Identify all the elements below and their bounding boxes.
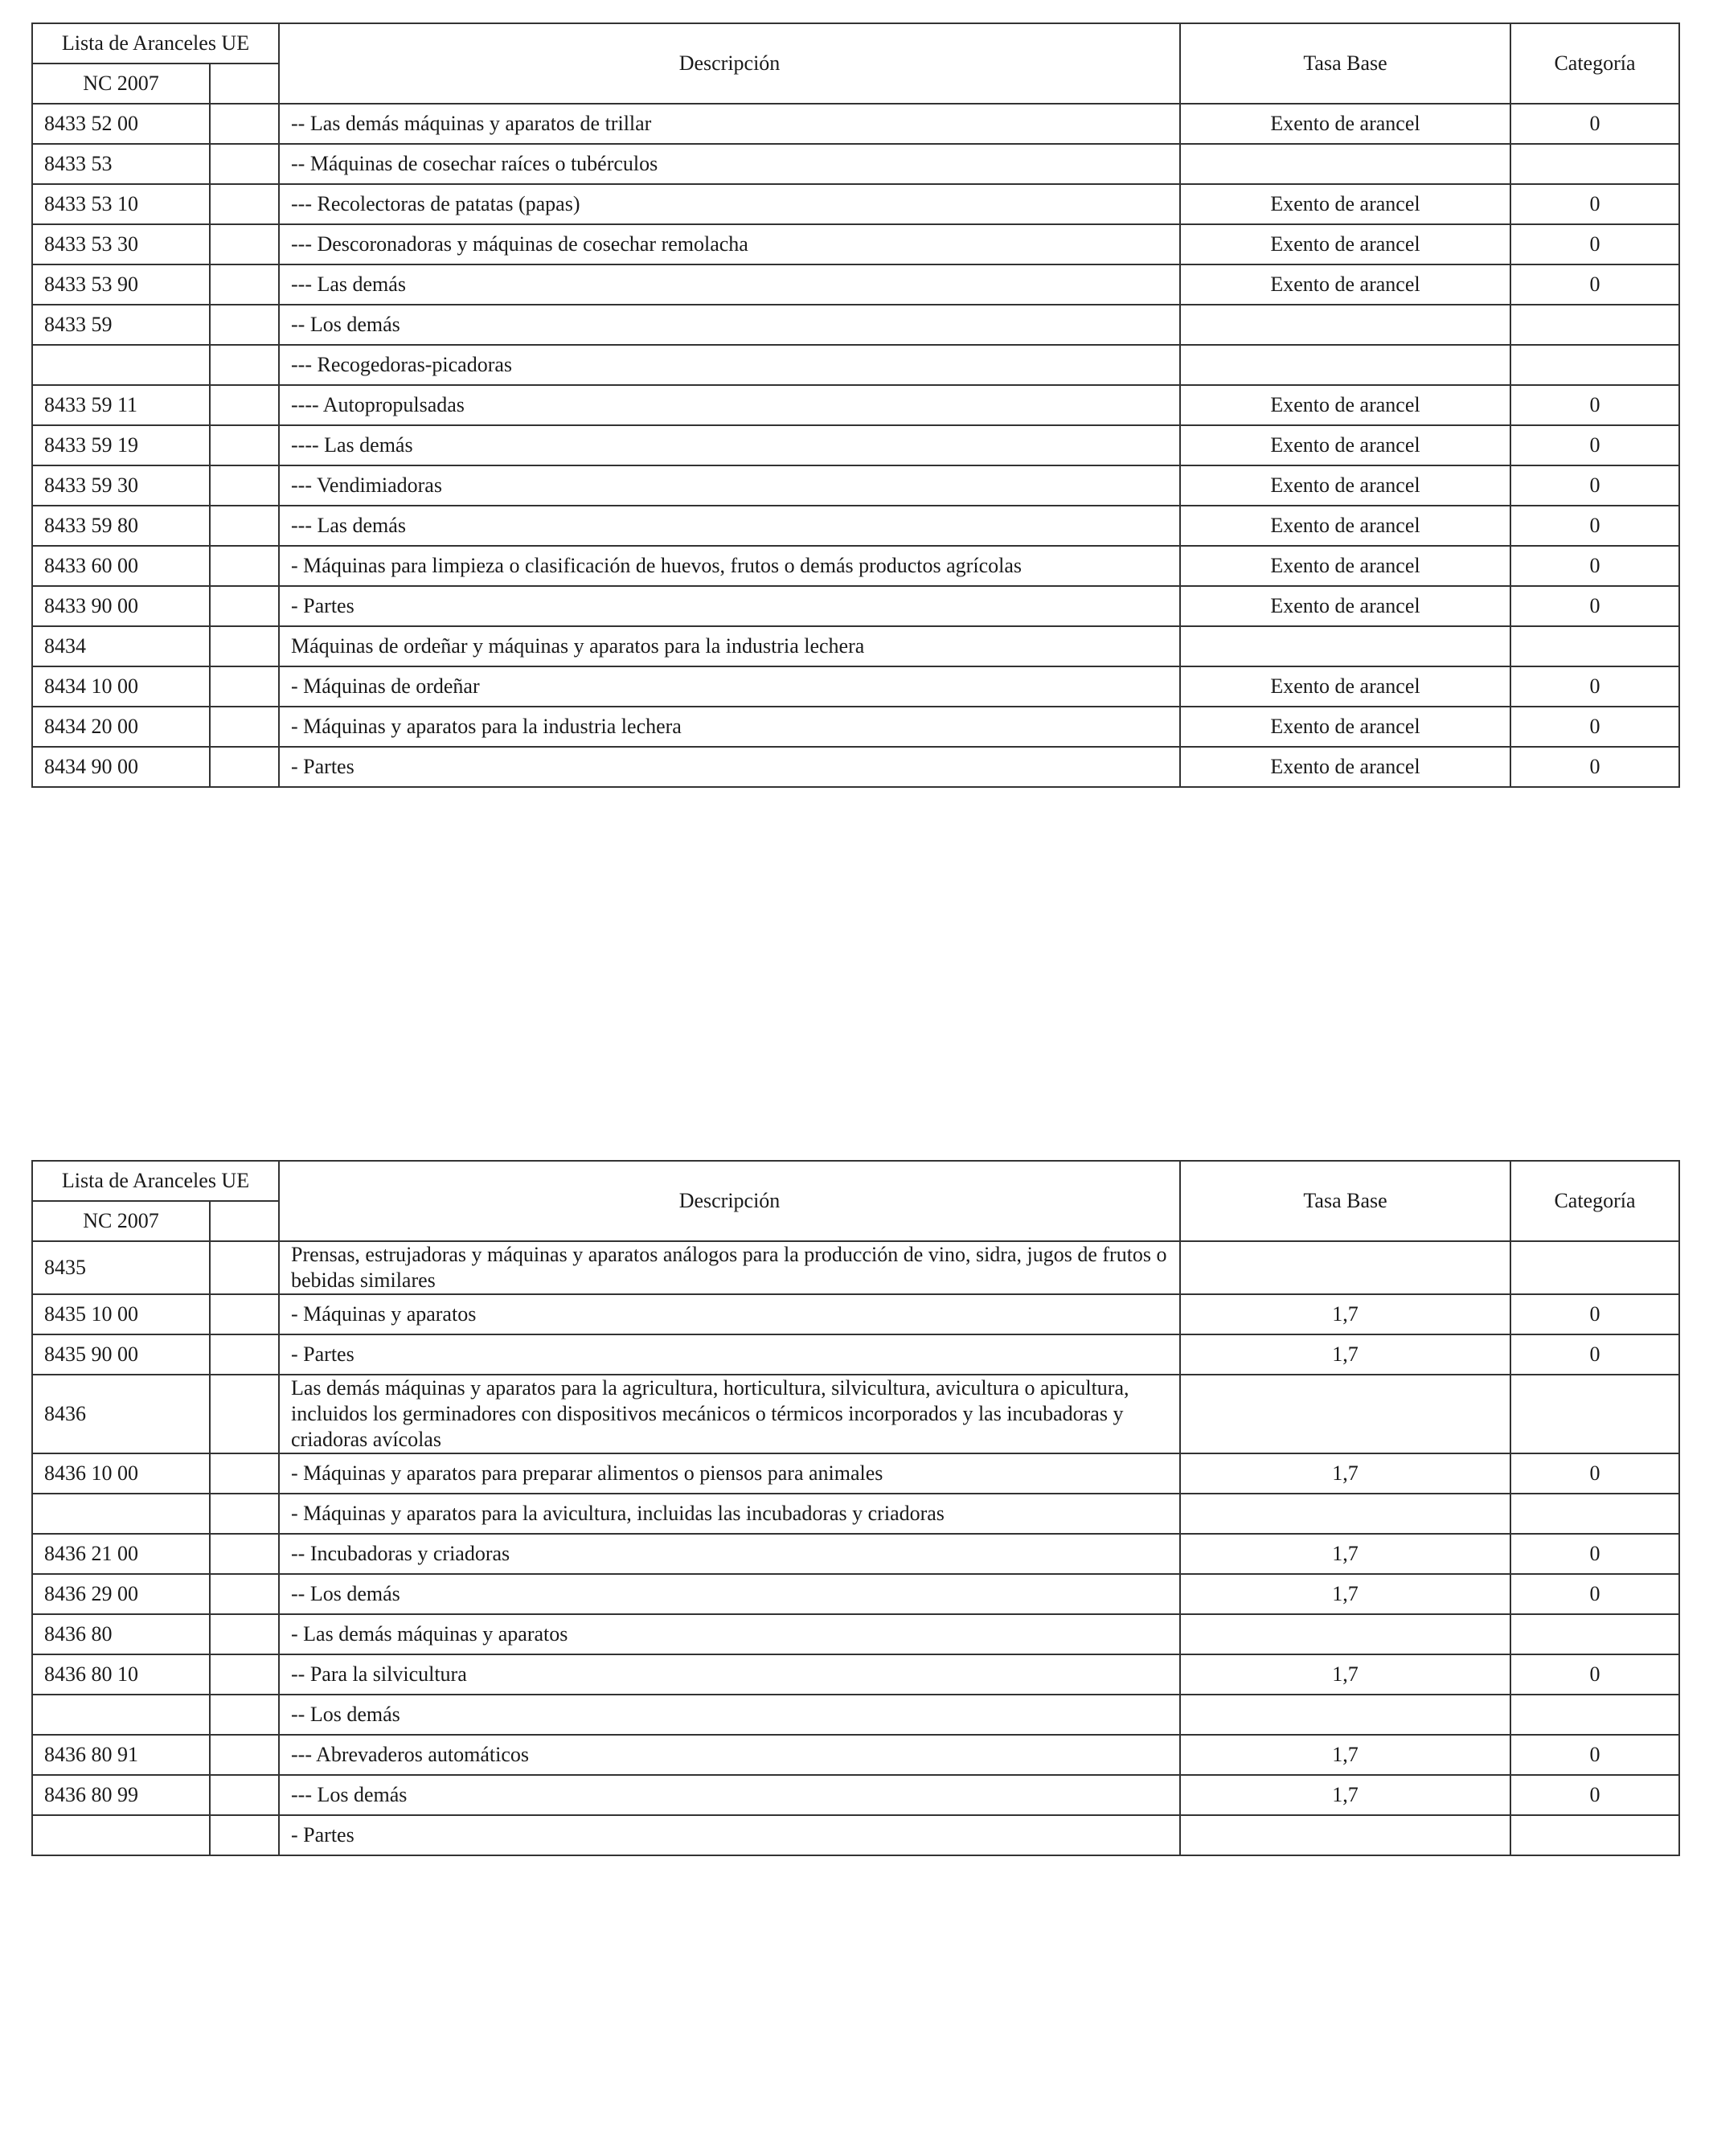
category-cell: 0 xyxy=(1510,224,1679,264)
table-row xyxy=(32,1735,1679,1775)
code-cell: 8436 80 10 xyxy=(32,1654,210,1695)
base-rate-cell: Exento de arancel xyxy=(1180,707,1510,747)
sub-code-cell xyxy=(210,224,279,264)
sub-code-cell xyxy=(210,1815,279,1855)
code-cell: 8434 90 00 xyxy=(32,747,210,787)
code-cell: 8433 90 00 xyxy=(32,586,210,626)
code-cell: 8434 10 00 xyxy=(32,666,210,707)
sub-code-cell xyxy=(210,1654,279,1695)
table-row xyxy=(32,144,1679,184)
header-list: Lista de Aranceles UE xyxy=(32,1161,279,1201)
description-cell: -- Máquinas de cosechar raíces o tubérculos xyxy=(279,144,1180,184)
category-cell xyxy=(1510,305,1679,345)
base-rate-cell: Exento de arancel xyxy=(1180,385,1510,425)
sub-code-cell xyxy=(210,1775,279,1815)
header-nc: NC 2007 xyxy=(32,1201,210,1241)
table-row xyxy=(32,1334,1679,1375)
sub-code-cell xyxy=(210,1334,279,1375)
sub-code-cell xyxy=(210,1534,279,1574)
description-cell: --- Las demás xyxy=(279,506,1180,546)
table-row xyxy=(32,586,1679,626)
description-cell: - Partes xyxy=(279,1334,1180,1375)
sub-code-cell xyxy=(210,586,279,626)
category-cell: 0 xyxy=(1510,465,1679,506)
code-cell: 8433 53 10 xyxy=(32,184,210,224)
table-row xyxy=(32,1815,1679,1855)
table-row xyxy=(32,224,1679,264)
base-rate-cell xyxy=(1180,144,1510,184)
description-cell: --- Recolectoras de patatas (papas) xyxy=(279,184,1180,224)
table-row xyxy=(32,707,1679,747)
category-cell: 0 xyxy=(1510,586,1679,626)
base-rate-cell: 1,7 xyxy=(1180,1574,1510,1614)
sub-code-cell xyxy=(210,1614,279,1654)
category-cell xyxy=(1510,1815,1679,1855)
category-cell: 0 xyxy=(1510,1294,1679,1334)
description-cell: --- Recogedoras-picadoras xyxy=(279,345,1180,385)
table-row xyxy=(32,1654,1679,1695)
header-description: Descripción xyxy=(279,23,1180,104)
description-cell: -- Los demás xyxy=(279,1574,1180,1614)
table-row xyxy=(32,425,1679,465)
table-body xyxy=(32,1241,1679,1855)
category-cell: 0 xyxy=(1510,1775,1679,1815)
sub-code-cell xyxy=(210,1695,279,1735)
base-rate-cell xyxy=(1180,1695,1510,1735)
tariff-table-2 xyxy=(31,1160,1680,1856)
description-cell: -- Los demás xyxy=(279,1695,1180,1735)
sub-code-cell xyxy=(210,1453,279,1494)
base-rate-cell xyxy=(1180,1375,1510,1453)
code-cell: 8436 80 xyxy=(32,1614,210,1654)
code-cell: 8436 21 00 xyxy=(32,1534,210,1574)
code-cell: 8433 59 19 xyxy=(32,425,210,465)
category-cell: 0 xyxy=(1510,1334,1679,1375)
description-cell: Las demás máquinas y aparatos para la agricultura, horticultura, silvicultura, avicultura o apicultura, incluidos los germinadores con dispositivos mecánicos o térmicos incorporados y las incubadoras y criadoras avícolas xyxy=(279,1375,1180,1453)
description-cell: -- Los demás xyxy=(279,305,1180,345)
category-cell xyxy=(1510,1241,1679,1294)
category-cell xyxy=(1510,1375,1679,1453)
table-row xyxy=(32,1614,1679,1654)
category-cell xyxy=(1510,1614,1679,1654)
code-cell: 8433 53 xyxy=(32,144,210,184)
base-rate-cell: 1,7 xyxy=(1180,1534,1510,1574)
category-cell: 0 xyxy=(1510,385,1679,425)
base-rate-cell xyxy=(1180,305,1510,345)
code-cell xyxy=(32,1815,210,1855)
description-cell: --- Vendimiadoras xyxy=(279,465,1180,506)
category-cell: 0 xyxy=(1510,1735,1679,1775)
sub-code-cell xyxy=(210,546,279,586)
base-rate-cell: 1,7 xyxy=(1180,1775,1510,1815)
table-row xyxy=(32,626,1679,666)
code-cell: 8433 53 30 xyxy=(32,224,210,264)
category-cell xyxy=(1510,144,1679,184)
code-cell: 8433 59 xyxy=(32,305,210,345)
description-cell: --- Abrevaderos automáticos xyxy=(279,1735,1180,1775)
base-rate-cell xyxy=(1180,1241,1510,1294)
category-cell: 0 xyxy=(1510,1654,1679,1695)
description-cell: - Las demás máquinas y aparatos xyxy=(279,1614,1180,1654)
table-row xyxy=(32,305,1679,345)
code-cell: 8436 80 99 xyxy=(32,1775,210,1815)
table-row xyxy=(32,546,1679,586)
base-rate-cell: Exento de arancel xyxy=(1180,666,1510,707)
category-cell: 0 xyxy=(1510,747,1679,787)
category-cell xyxy=(1510,626,1679,666)
table-row xyxy=(32,1294,1679,1334)
code-cell: 8435 90 00 xyxy=(32,1334,210,1375)
table-row xyxy=(32,1453,1679,1494)
description-cell: - Máquinas y aparatos para preparar alimentos o piensos para animales xyxy=(279,1453,1180,1494)
description-cell: - Máquinas y aparatos para la avicultura, incluidas las incubadoras y criadoras xyxy=(279,1494,1180,1534)
code-cell: 8434 20 00 xyxy=(32,707,210,747)
sub-code-cell xyxy=(210,666,279,707)
category-cell: 0 xyxy=(1510,104,1679,144)
table-row xyxy=(32,666,1679,707)
code-cell: 8433 59 30 xyxy=(32,465,210,506)
header-list: Lista de Aranceles UE xyxy=(32,23,279,64)
header-blank xyxy=(210,64,279,104)
base-rate-cell: 1,7 xyxy=(1180,1654,1510,1695)
sub-code-cell xyxy=(210,264,279,305)
description-cell: ---- Autopropulsadas xyxy=(279,385,1180,425)
table-row xyxy=(32,345,1679,385)
table-row xyxy=(32,264,1679,305)
base-rate-cell xyxy=(1180,1494,1510,1534)
table-body xyxy=(32,104,1679,787)
description-cell: Máquinas de ordeñar y máquinas y aparatos para la industria lechera xyxy=(279,626,1180,666)
sub-code-cell xyxy=(210,345,279,385)
table-row xyxy=(32,747,1679,787)
code-cell: 8433 59 80 xyxy=(32,506,210,546)
sub-code-cell xyxy=(210,104,279,144)
code-cell: 8436 80 91 xyxy=(32,1735,210,1775)
table-row xyxy=(32,385,1679,425)
base-rate-cell xyxy=(1180,1614,1510,1654)
code-cell: 8436 29 00 xyxy=(32,1574,210,1614)
description-cell: --- Descoronadoras y máquinas de cosechar remolacha xyxy=(279,224,1180,264)
code-cell: 8433 52 00 xyxy=(32,104,210,144)
description-cell: ---- Las demás xyxy=(279,425,1180,465)
description-cell: - Máquinas para limpieza o clasificación de huevos, frutos o demás productos agrícolas xyxy=(279,546,1180,586)
header-category: Categoría xyxy=(1510,23,1679,104)
header-nc: NC 2007 xyxy=(32,64,210,104)
code-cell: 8435 10 00 xyxy=(32,1294,210,1334)
sub-code-cell xyxy=(210,305,279,345)
table-row xyxy=(32,1375,1679,1453)
description-cell: - Máquinas de ordeñar xyxy=(279,666,1180,707)
code-cell: 8436 xyxy=(32,1375,210,1453)
category-cell: 0 xyxy=(1510,1534,1679,1574)
base-rate-cell: 1,7 xyxy=(1180,1334,1510,1375)
table-row xyxy=(32,1534,1679,1574)
sub-code-cell xyxy=(210,144,279,184)
base-rate-cell xyxy=(1180,1815,1510,1855)
sub-code-cell xyxy=(210,184,279,224)
description-cell: - Máquinas y aparatos para la industria lechera xyxy=(279,707,1180,747)
base-rate-cell: Exento de arancel xyxy=(1180,264,1510,305)
table-row xyxy=(32,1241,1679,1294)
code-cell: 8433 53 90 xyxy=(32,264,210,305)
tariff-table-1 xyxy=(31,23,1680,788)
sub-code-cell xyxy=(210,1574,279,1614)
description-cell: --- Las demás xyxy=(279,264,1180,305)
base-rate-cell: Exento de arancel xyxy=(1180,586,1510,626)
category-cell: 0 xyxy=(1510,184,1679,224)
sub-code-cell xyxy=(210,626,279,666)
base-rate-cell: 1,7 xyxy=(1180,1453,1510,1494)
table-row xyxy=(32,1574,1679,1614)
table-row xyxy=(32,184,1679,224)
description-cell: - Partes xyxy=(279,747,1180,787)
base-rate-cell: Exento de arancel xyxy=(1180,747,1510,787)
table-row xyxy=(32,465,1679,506)
base-rate-cell xyxy=(1180,626,1510,666)
sub-code-cell xyxy=(210,1494,279,1534)
code-cell xyxy=(32,345,210,385)
table-row xyxy=(32,104,1679,144)
header-description: Descripción xyxy=(279,1161,1180,1241)
sub-code-cell xyxy=(210,1735,279,1775)
table-row xyxy=(32,506,1679,546)
header-category: Categoría xyxy=(1510,1161,1679,1241)
category-cell: 0 xyxy=(1510,264,1679,305)
code-cell: 8435 xyxy=(32,1241,210,1294)
base-rate-cell: 1,7 xyxy=(1180,1294,1510,1334)
description-cell: -- Incubadoras y criadoras xyxy=(279,1534,1180,1574)
table-row xyxy=(32,1775,1679,1815)
sub-code-cell xyxy=(210,747,279,787)
category-cell xyxy=(1510,345,1679,385)
code-cell: 8434 xyxy=(32,626,210,666)
category-cell: 0 xyxy=(1510,1574,1679,1614)
table-row xyxy=(32,1695,1679,1735)
category-cell: 0 xyxy=(1510,666,1679,707)
description-cell: - Partes xyxy=(279,1815,1180,1855)
base-rate-cell: 1,7 xyxy=(1180,1735,1510,1775)
header-base-rate: Tasa Base xyxy=(1180,23,1510,104)
code-cell xyxy=(32,1494,210,1534)
code-cell: 8433 59 11 xyxy=(32,385,210,425)
category-cell: 0 xyxy=(1510,506,1679,546)
base-rate-cell xyxy=(1180,345,1510,385)
code-cell xyxy=(32,1695,210,1735)
sub-code-cell xyxy=(210,1294,279,1334)
sub-code-cell xyxy=(210,425,279,465)
description-cell: -- Las demás máquinas y aparatos de trillar xyxy=(279,104,1180,144)
category-cell: 0 xyxy=(1510,546,1679,586)
sub-code-cell xyxy=(210,707,279,747)
sub-code-cell xyxy=(210,506,279,546)
sub-code-cell xyxy=(210,385,279,425)
base-rate-cell: Exento de arancel xyxy=(1180,104,1510,144)
base-rate-cell: Exento de arancel xyxy=(1180,465,1510,506)
sub-code-cell xyxy=(210,1375,279,1453)
code-cell: 8436 10 00 xyxy=(32,1453,210,1494)
sub-code-cell xyxy=(210,465,279,506)
code-cell: 8433 60 00 xyxy=(32,546,210,586)
sub-code-cell xyxy=(210,1241,279,1294)
category-cell: 0 xyxy=(1510,1453,1679,1494)
category-cell: 0 xyxy=(1510,425,1679,465)
base-rate-cell: Exento de arancel xyxy=(1180,506,1510,546)
table-row xyxy=(32,1494,1679,1534)
description-cell: --- Los demás xyxy=(279,1775,1180,1815)
base-rate-cell: Exento de arancel xyxy=(1180,425,1510,465)
base-rate-cell: Exento de arancel xyxy=(1180,546,1510,586)
base-rate-cell: Exento de arancel xyxy=(1180,224,1510,264)
header-blank xyxy=(210,1201,279,1241)
header-base-rate: Tasa Base xyxy=(1180,1161,1510,1241)
description-cell: - Partes xyxy=(279,586,1180,626)
description-cell: Prensas, estrujadoras y máquinas y aparatos análogos para la producción de vino, sidra, jugos de frutos o bebidas similares xyxy=(279,1241,1180,1294)
description-cell: - Máquinas y aparatos xyxy=(279,1294,1180,1334)
category-cell xyxy=(1510,1494,1679,1534)
category-cell: 0 xyxy=(1510,707,1679,747)
category-cell xyxy=(1510,1695,1679,1735)
description-cell: -- Para la silvicultura xyxy=(279,1654,1180,1695)
base-rate-cell: Exento de arancel xyxy=(1180,184,1510,224)
